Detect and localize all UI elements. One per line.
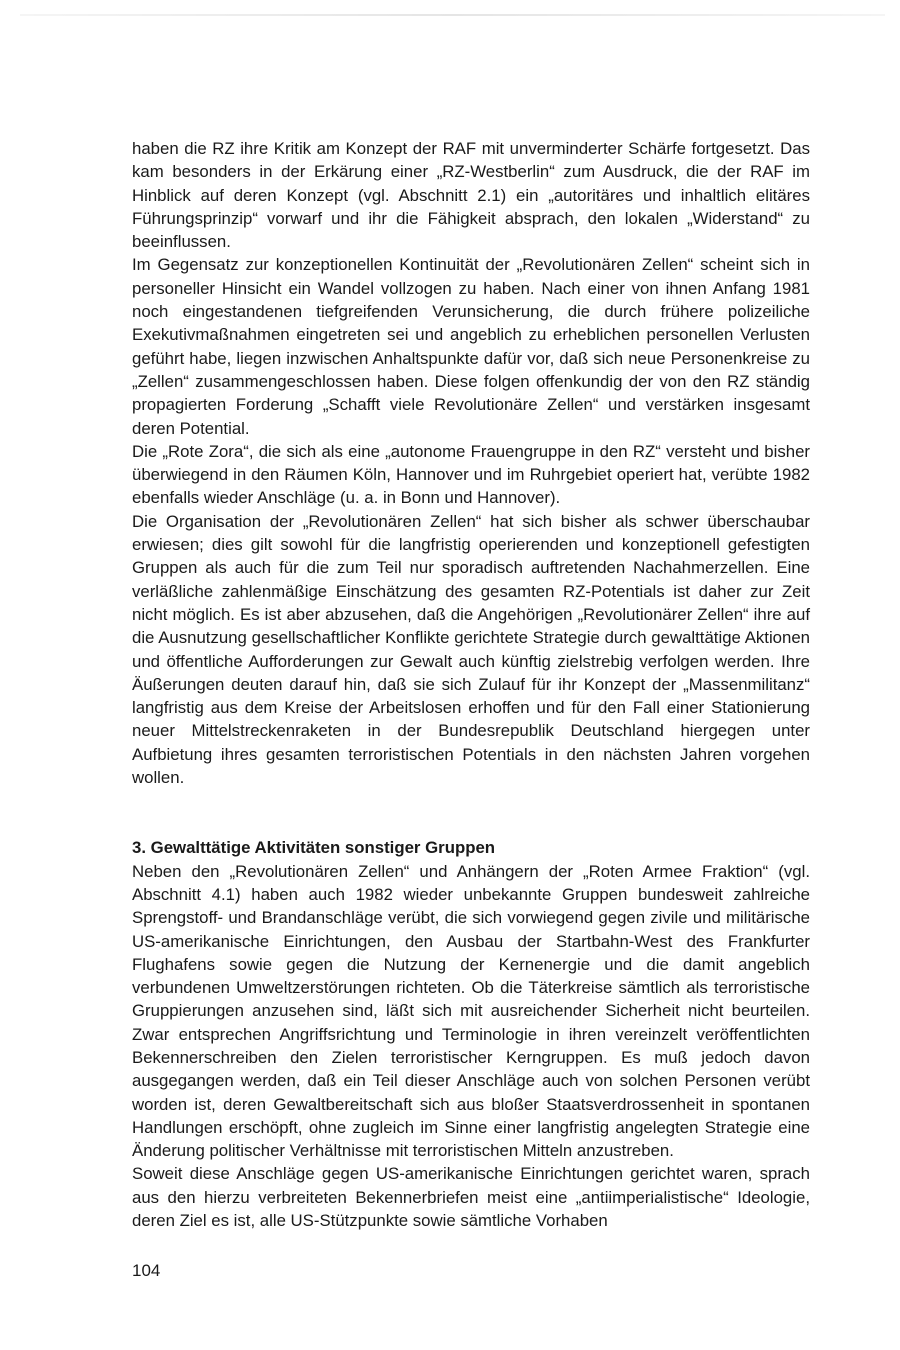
paragraph-organisation: Die Organisation der „Revolutionären Zellen“ hat sich bisher als schwer überschaubar erwiesen; dies gilt sowohl für die langfristig operierenden und konzeptionell gefestigten Gruppen als auch für die zum Teil nur sporadisch auftretenden Nachahmerzellen. Eine verläßliche zahlenmäßige Einschätzung des gesamten RZ-Potentials ist daher zur Zeit nicht möglich. Es ist aber abzusehen, daß die Angehörigen „Revolutionärer Zellen“ ihre auf die Ausnutzung gesellschaftlicher Konflikte gerichtete Strategie durch gewalttätige Aktionen und öffentliche Aufforderungen zur Gewalt auch künftig zielstrebig verfolgen werden. Ihre Äußerungen deuten darauf hin, daß sie sich Zulauf für ihr Konzept der „Massenmilitanz“ langfristig aus dem Kreise der Arbeitslosen erhoffen und für den Fall einer Stationierung neuer Mittelstreckenraketen in der Bundesrepublik Deutschland hiergegen unter Aufbietung ihres gesamten terroristischen Potentials in den nächsten Jahren vorgehen wollen. bbox=[132, 511, 810, 788]
paragraph-personnel-change: Im Gegensatz zur konzeptionellen Kontinuität der „Revolutionären Zellen“ scheint sich in personeller Hinsicht ein Wandel vollzogen zu haben. Nach einer von ihnen Anfang 1981 noch eingestandenen tiefgreifenden Verunsicherung, die durch frühere polizeiliche Exekutivmaßnahmen eingetreten sei und angeblich zu erheblichen personellen Verlusten geführt habe, liegen inzwischen Anhaltspunkte dafür vor, daß sich neue Personenkreise zu „Zellen“ zusammengeschlossen haben. Diese folgen offenkundig der von den RZ ständig propagierten Forderung „Schafft viele Revolutionäre Zellen“ und verstärken insgesamt deren Potential. bbox=[132, 255, 810, 438]
document-page bbox=[132, 137, 810, 1232]
paragraph-rote-zora: Die „Rote Zora“, die sich als eine „autonome Frauengruppe in den RZ“ versteht und bisher überwiegend in den Räumen Köln, Hannover und im Ruhrgebiet operiert hat, verübte 1982 ebenfalls wieder Anschläge (u. a. in Bonn und Hannover). bbox=[132, 441, 810, 508]
paragraph-us-targets: Soweit diese Anschläge gegen US-amerikanische Einrichtungen gerichtet waren, sprach aus den hierzu verbreiteten Bekennerbriefen meist eine „antiimperialistische“ Ideologie, deren Ziel es ist, alle US-Stützpunkte sowie sämtliche Vorhaben bbox=[132, 1164, 810, 1231]
paragraph-other-groups: Neben den „Revolutionären Zellen“ und Anhängern der „Roten Armee Fraktion“ (vgl. Abschnitt 4.1) haben auch 1982 wieder unbekannte Gruppen bundesweit zahlreiche Sprengstoff- und Brandanschläge verübt, die sich vorwiegend gegen zivile und militärische US-amerikanische Einrichtungen, den Ausbau der Startbahn-West des Frankfurter Flughafens sowie gegen die Nutzung der Kernenergie und die damit angeblich verbundenen Umweltzerstörungen richteten. Ob die Täterkreise sämtlich als terroristische Gruppierungen anzusehen sind, läßt sich mit ausreichender Sicherheit nicht beurteilen. Zwar entsprechen Angriffsrichtung und Terminologie in ihren vereinzelt veröffentlichten Bekennerschreiben den Zielen terroristischer Kerngruppen. Es muß jedoch davon ausgegangen werden, daß ein Teil dieser Anschläge auch von solchen Personen verübt worden ist, deren Gewaltbereitschaft sich aus bloßer Staatsverdrossenheit in spontanen Handlungen erschöpft, ohne zugleich im Sinne einer langfristig angelegten Strategie eine Änderung politischer Verhältnisse mit terroristischen Mitteln anzustreben. bbox=[132, 861, 810, 1161]
section-heading: 3. Gewalttätige Aktivitäten sonstiger Gruppen bbox=[132, 838, 496, 858]
scan-edge-shadow bbox=[20, 14, 885, 16]
page-number: 104 bbox=[132, 1261, 161, 1280]
paragraph-rz-critique: haben die RZ ihre Kritik am Konzept der RAF mit unverminderter Schärfe fortgesetzt. Das kam besonders in der Erkärung einer „RZ-Westberlin“ zum Ausdruck, die der RAF im Hinblick auf deren Konzept (vgl. Abschnitt 2.1) ein „autoritäres und inhaltlich elitäres Führungsprinzip“ vorwarf und ihr die Fähigkeit absprach, den lokalen „Widerstand“ zu beeinflussen. bbox=[132, 139, 810, 252]
